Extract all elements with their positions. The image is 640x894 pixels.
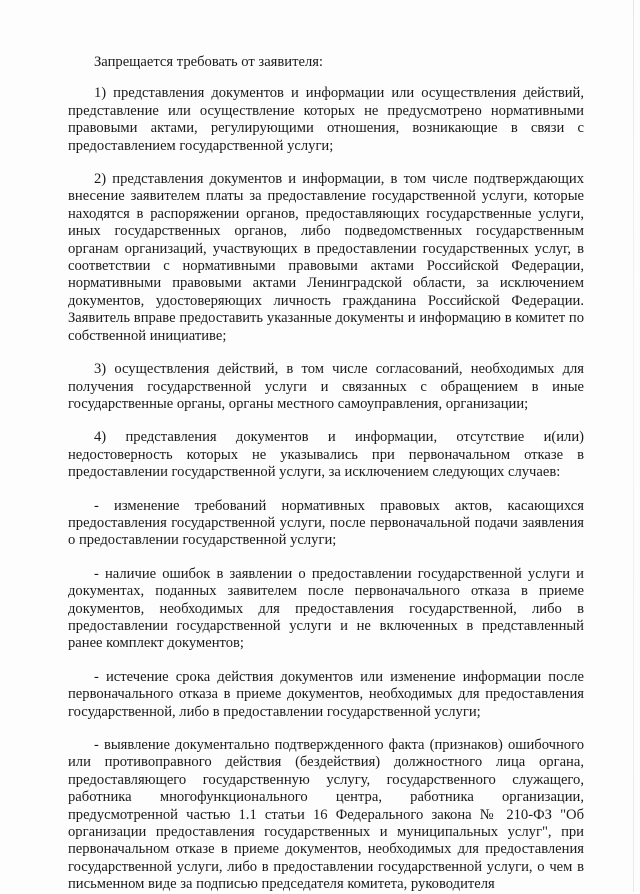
exception-item-3: - истечение срока действия документов или изменение информации после первоначального отказа в приеме документов, необходимых для предоставления государственной, либо в предоставлении государственной услуги; xyxy=(68,668,584,720)
intro-line: Запрещается требовать от заявителя: xyxy=(94,54,323,70)
scan-edge-shadow xyxy=(633,0,634,892)
exception-item-4: - выявление документально подтвержденного факта (признаков) ошибочного или противоправного действия (бездействия) должностного лица органа, предоставляющего государственную услугу, государственного служащего, работника многофункционального центра, работника организации, предусмотренной частью 1.1 статьи 16 Федерального закона № 210-ФЗ "Об организации предоставления государственных и муниципальных услуг", при первоначальном отказе в приеме документов, необходимых для предоставления государственной услуги, либо в предоставлении государственной услуги, о чем в письменном виде за подписью председателя комитета, руководителя xyxy=(68,737,584,893)
paragraph-2: 2) представления документов и информации, в том числе подтверждающих внесение заявителем платы за предоставление государственной услуги, которые находятся в распоряжении органов, предоставляющих государственные услуги, иных государственных органов, либо подведомственных государственным органам организаций, участвующих в предоставлении государственных услуг, в соответствии с нормативными правовыми актами Российской Федерации, нормативными правовыми актами Ленинградской области, за исключением документов, удостоверяющих личность гражданина Российской Федерации. Заявитель вправе предоставить указанные документы и информацию в комитет по собственной инициативе; xyxy=(68,171,584,344)
exception-item-2: - наличие ошибок в заявлении о предоставлении государственной услуги и документах, поданных заявителем после первоначального отказа в приеме документов, необходимых для предоставления государственной, либо в предоставлении государственной услуги и не включенных в представленный ранее комплект документов; xyxy=(68,565,584,652)
paragraph-4: 4) представления документов и информации, отсутствие и(или) недостоверность которых не указывались при первоначальном отказе в предоставлении государственной услуги, за исключением следующих случаев: xyxy=(68,429,584,481)
exception-item-1: - изменение требований нормативных правовых актов, касающихся предоставления государственной услуги, после первоначальной подачи заявления о предоставлении государственной услуги; xyxy=(68,497,584,549)
paragraph-1: 1) представления документов и информации или осуществления действий, представление или осуществление которых не предусмотрено нормативными правовыми актами, регулирующими отношения, возникающие в связи с предоставлением государственной услуги; xyxy=(68,85,584,154)
paragraph-3: 3) осуществления действий, в том числе согласований, необходимых для получения государственной услуги и связанных с обращением в иные государственные органы, органы местного самоуправления, организации; xyxy=(68,361,584,412)
